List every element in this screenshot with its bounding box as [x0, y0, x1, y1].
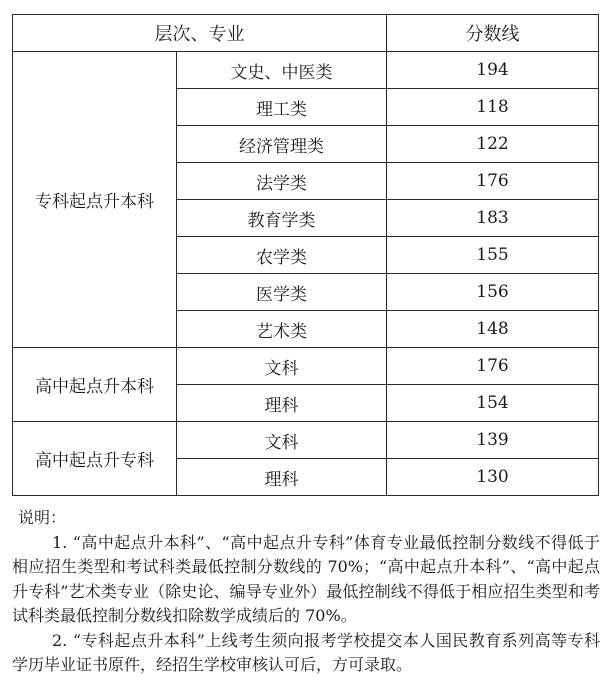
- score-cell: 148: [387, 311, 599, 348]
- header-level-major: 层次、专业: [13, 15, 387, 52]
- major-cell: 文史、中医类: [177, 52, 387, 89]
- major-cell: 文科: [177, 348, 387, 385]
- score-cell: 156: [387, 274, 599, 311]
- major-cell: 理科: [177, 385, 387, 422]
- major-cell: 医学类: [177, 274, 387, 311]
- major-cell: 文科: [177, 422, 387, 459]
- table-row: [13, 52, 599, 89]
- score-cell: 139: [387, 422, 599, 459]
- table-row: [13, 422, 599, 459]
- score-cell: 122: [387, 126, 599, 163]
- header-score: 分数线: [387, 15, 599, 52]
- level-cell: 高中起点升本科: [13, 348, 177, 422]
- score-cell: 176: [387, 348, 599, 385]
- major-cell: 农学类: [177, 237, 387, 274]
- score-cell: 155: [387, 237, 599, 274]
- major-cell: 法学类: [177, 163, 387, 200]
- major-cell: 经济管理类: [177, 126, 387, 163]
- table-header-row: [13, 15, 599, 52]
- score-cell: 154: [387, 385, 599, 422]
- notes-section: [12, 506, 600, 678]
- notes-title: 说明：: [18, 508, 67, 527]
- level-cell: 高中起点升专科: [13, 422, 177, 496]
- major-cell: 艺术类: [177, 311, 387, 348]
- score-cell: 118: [387, 89, 599, 126]
- note-item-1: 1. “高中起点升本科”、“高中起点升专科”体育专业最低控制分数线不得低于相应招生类型和考试科类最低控制分数线的 70%；“高中起点升本科”、“高中起点升专科”艺术类专业（除史论、编导专业外）最低控制线不得低于相应招生类型和考试科类最低控制分数线扣除数学成绩后的 70%。: [12, 532, 600, 625]
- score-cell: 176: [387, 163, 599, 200]
- score-table: [12, 14, 599, 496]
- major-cell: 理工类: [177, 89, 387, 126]
- score-cell: 183: [387, 200, 599, 237]
- score-cell: 130: [387, 459, 599, 496]
- level-cell: 专科起点升本科: [13, 52, 177, 348]
- major-cell: 教育学类: [177, 200, 387, 237]
- major-cell: 理科: [177, 459, 387, 496]
- note-item-2: 2. “专科起点升本科”上线考生须向报考学校提交本人国民教育系列高等专科学历毕业证书原件，经招生学校审核认可后，方可录取。: [12, 630, 600, 674]
- score-cell: 194: [387, 52, 599, 89]
- table-row: [13, 348, 599, 385]
